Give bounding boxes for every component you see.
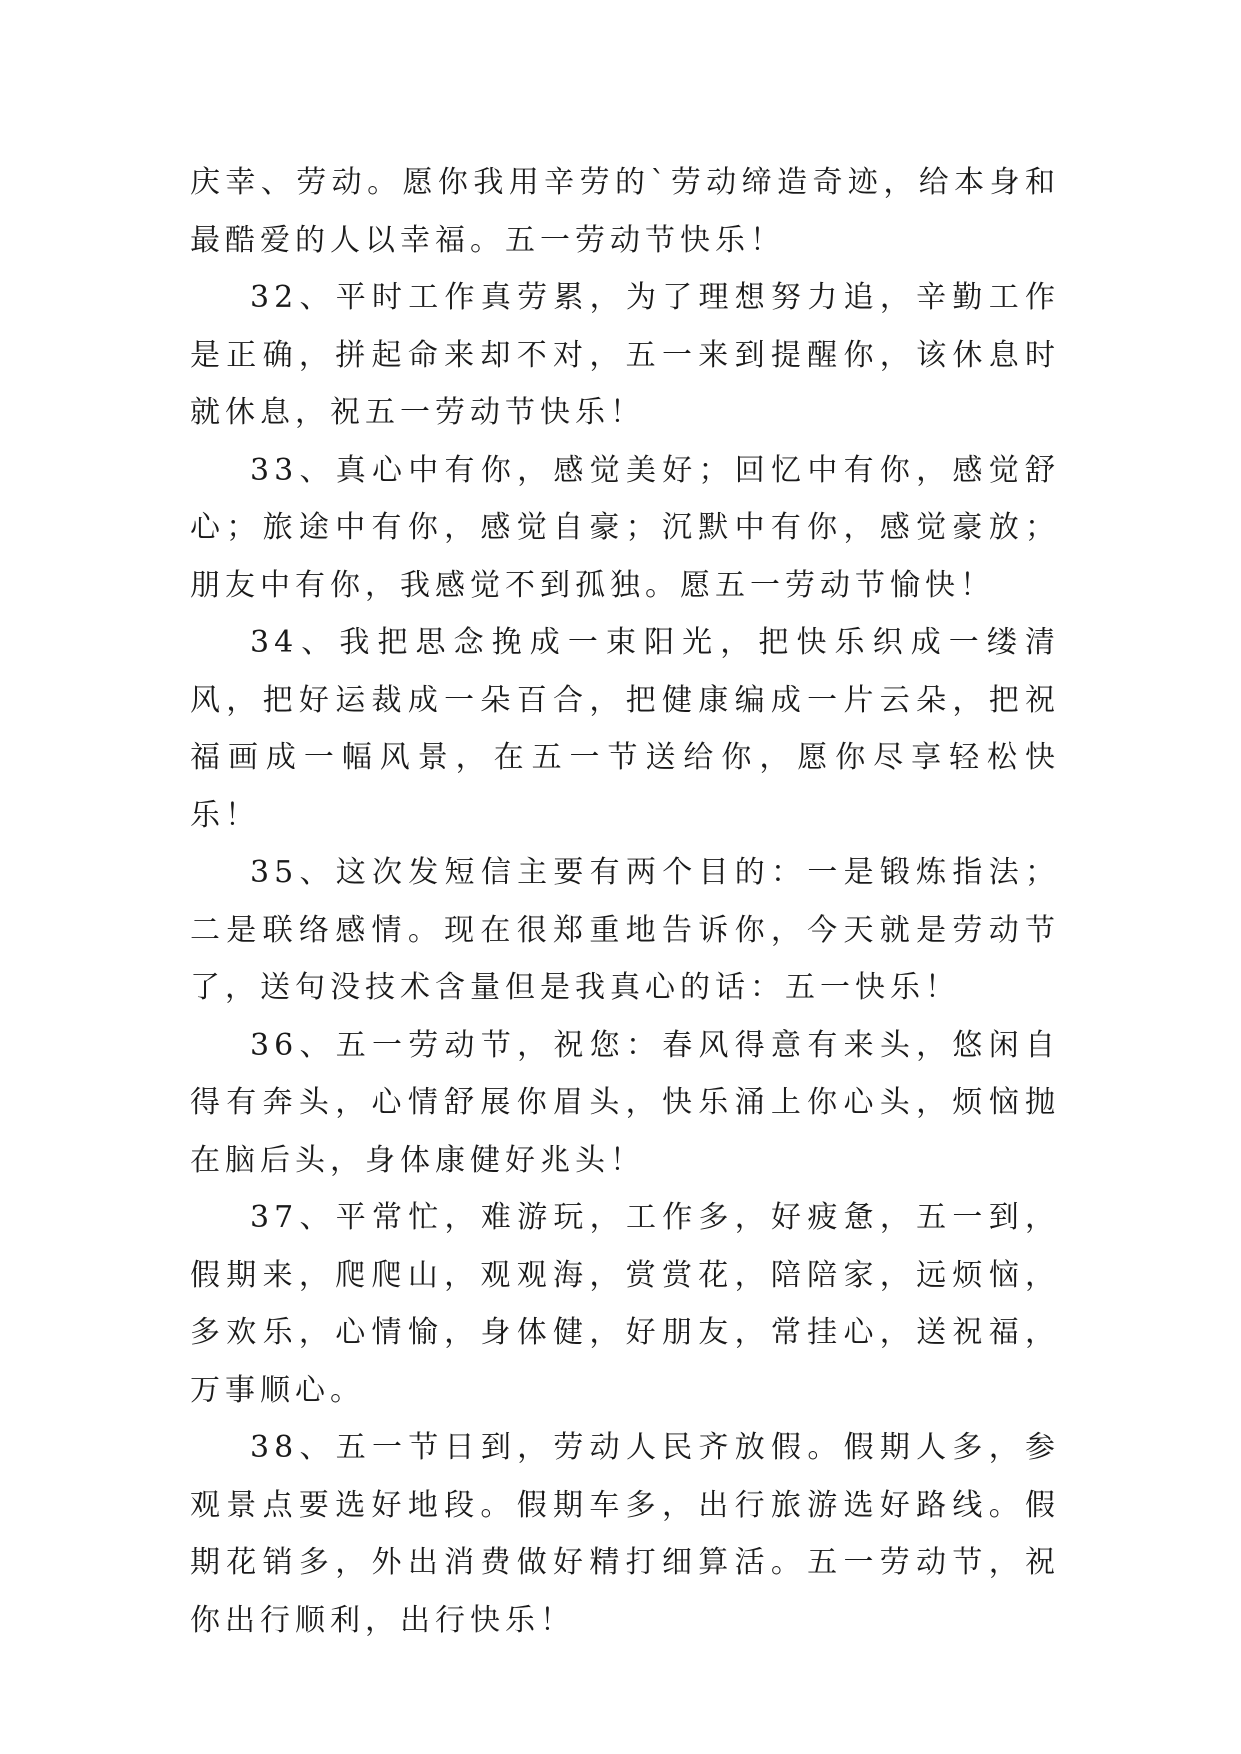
document-page: [190, 154, 1060, 1649]
paragraph-32: 32、平时工作真劳累，为了理想努力追，辛勤工作是正确，拼起命来却不对，五一来到提醒你，该休息时就休息，祝五一劳动节快乐！: [190, 280, 1060, 430]
paragraph-38: 38、五一节日到，劳动人民齐放假。假期人多，参观景点要选好地段。假期车多，出行旅游选好路线。假期花销多，外出消费做好精打细算活。五一劳动节，祝你出行顺利，出行快乐！: [190, 1430, 1060, 1638]
paragraph-31-continuation: 庆幸、劳动。愿你我用辛劳的`劳动缔造奇迹，给本身和最酷爱的人以幸福。五一劳动节快乐！: [190, 165, 1060, 258]
paragraph-35: 35、这次发短信主要有两个目的：一是锻炼指法；二是联络感情。现在很郑重地告诉你，今天就是劳动节了，送句没技术含量但是我真心的话：五一快乐！: [190, 855, 1060, 1005]
paragraph-34: 34、我把思念挽成一束阳光，把快乐织成一缕清风，把好运裁成一朵百合，把健康编成一片云朵，把祝福画成一幅风景，在五一节送给你，愿你尽享轻松快乐！: [190, 625, 1060, 833]
paragraph-33: 33、真心中有你，感觉美好；回忆中有你，感觉舒心；旅途中有你，感觉自豪；沉默中有你，感觉豪放；朋友中有你，我感觉不到孤独。愿五一劳动节愉快！: [190, 452, 1060, 603]
paragraph-36: 36、五一劳动节，祝您：春风得意有来头，悠闲自得有奔头，心情舒展你眉头，快乐涌上你心头，烦恼抛在脑后头，身体康健好兆头！: [190, 1027, 1060, 1178]
paragraph-37: 37、平常忙，难游玩，工作多，好疲惫，五一到，假期来，爬爬山，观观海，赏赏花，陪陪家，远烦恼，多欢乐，心情愉，身体健，好朋友，常挂心，送祝福，万事顺心。: [190, 1200, 1060, 1408]
